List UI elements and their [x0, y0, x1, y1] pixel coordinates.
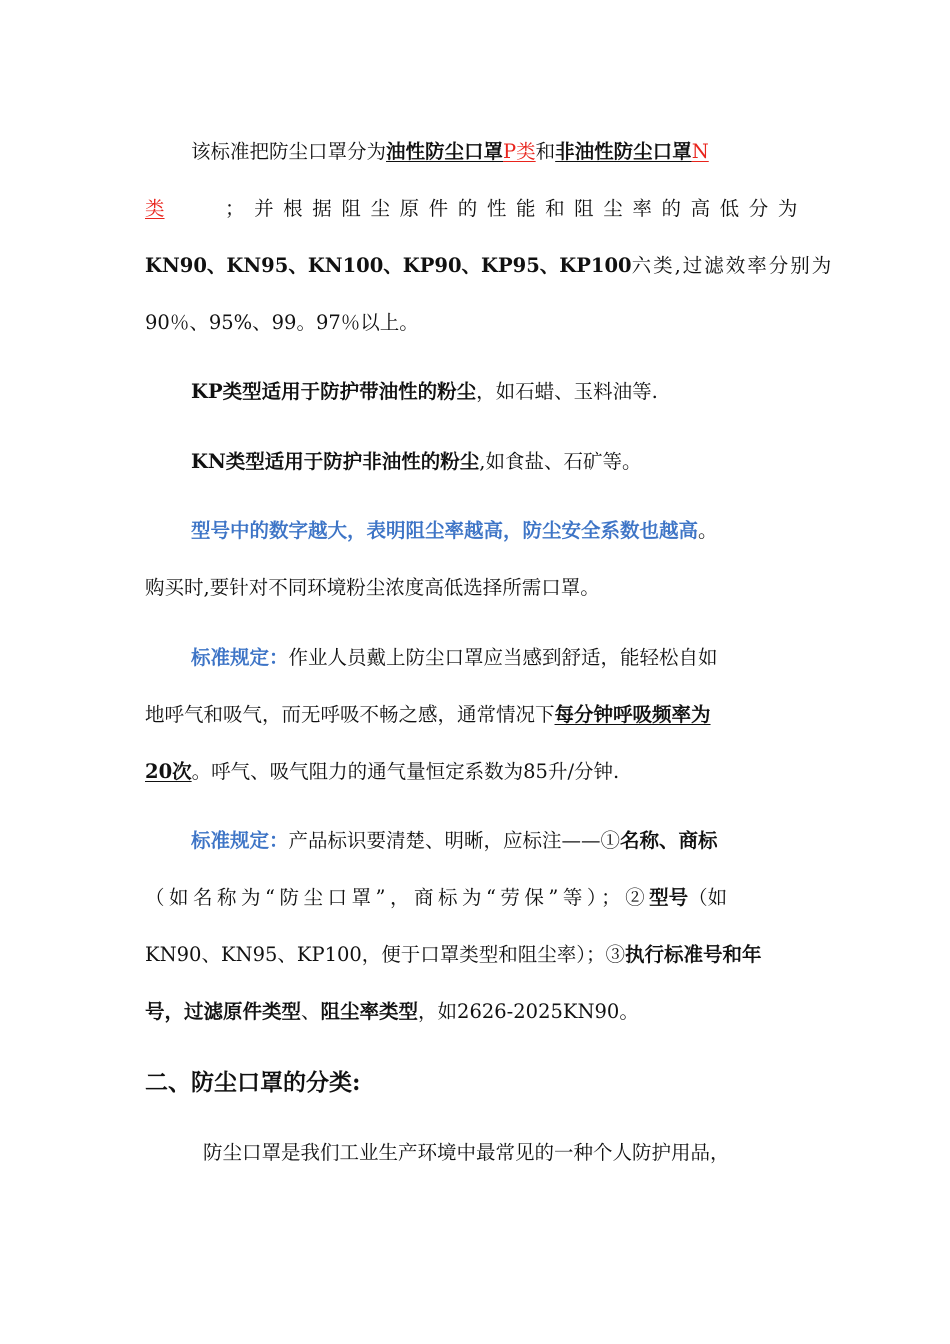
model-list: KN90、KN95、KN100、KP90、KP95、KP100: [145, 254, 632, 277]
para6-line3: KN90、KN95、KP100，便于口罩类型和阻尘率）；③执行标准号和年: [145, 943, 762, 966]
para1-line4: 90％、95%、99。97％以上。: [145, 311, 419, 334]
para6-line1: 标准规定：产品标识要清楚、明晰，应标注——①名称、商标: [191, 829, 718, 852]
para5-line2: 地呼气和吸气，而无呼吸不畅之感，通常情况下每分钟呼吸频率为: [145, 703, 711, 726]
para1-line3: KN90、KN95、KN100、KP90、KP95、KP100六类,过滤效率分别为: [145, 254, 834, 277]
highlight-blue: 型号中的数字越大，表明阻尘率越高，防尘安全系数也越高: [191, 519, 699, 542]
oily-mask-term: 油性防尘口罩: [386, 140, 504, 163]
standard-label: 标准规定：: [191, 646, 289, 669]
p-class-term: P类: [503, 140, 536, 163]
n-class-term: N: [691, 140, 709, 163]
para6-line4: 号，过滤原件类型、阻尘率类型，如2626-2025KN90。: [145, 1000, 639, 1023]
para1-line1: 该标准把防尘口罩分为油性防尘口罩P类和非油性防尘口罩N: [191, 140, 709, 163]
para2: KP类型适用于防护带油性的粉尘，如石蜡、玉料油等.: [191, 380, 658, 403]
para7: 防尘口罩是我们工业生产环境中最常见的一种个人防护用品，: [203, 1141, 730, 1164]
para3: KN类型适用于防护非油性的粉尘,如食盐、石矿等。: [191, 450, 642, 473]
para5-line3: 20次。呼气、吸气阻力的通气量恒定系数为85升/分钟.: [145, 760, 620, 783]
standard-label: 标准规定：: [191, 829, 289, 852]
para4-line1: 型号中的数字越大，表明阻尘率越高，防尘安全系数也越高。: [191, 519, 718, 542]
para6-line2: （如名称为“防尘口罩”，商标为“劳保”等）；②型号（如: [145, 886, 728, 909]
para1-line2: 类 ；并根据阻尘原件的性能和阻尘率的高低分为: [145, 197, 807, 220]
para5-line1: 标准规定：作业人员戴上防尘口罩应当感到舒适，能轻松自如: [191, 646, 718, 669]
para4-line2: 购买时,要针对不同环境粉尘浓度高低选择所需口罩。: [145, 576, 600, 599]
non-oily-mask-term: 非油性防尘口罩: [555, 140, 692, 163]
section-heading: 二、防尘口罩的分类:: [145, 1069, 361, 1096]
